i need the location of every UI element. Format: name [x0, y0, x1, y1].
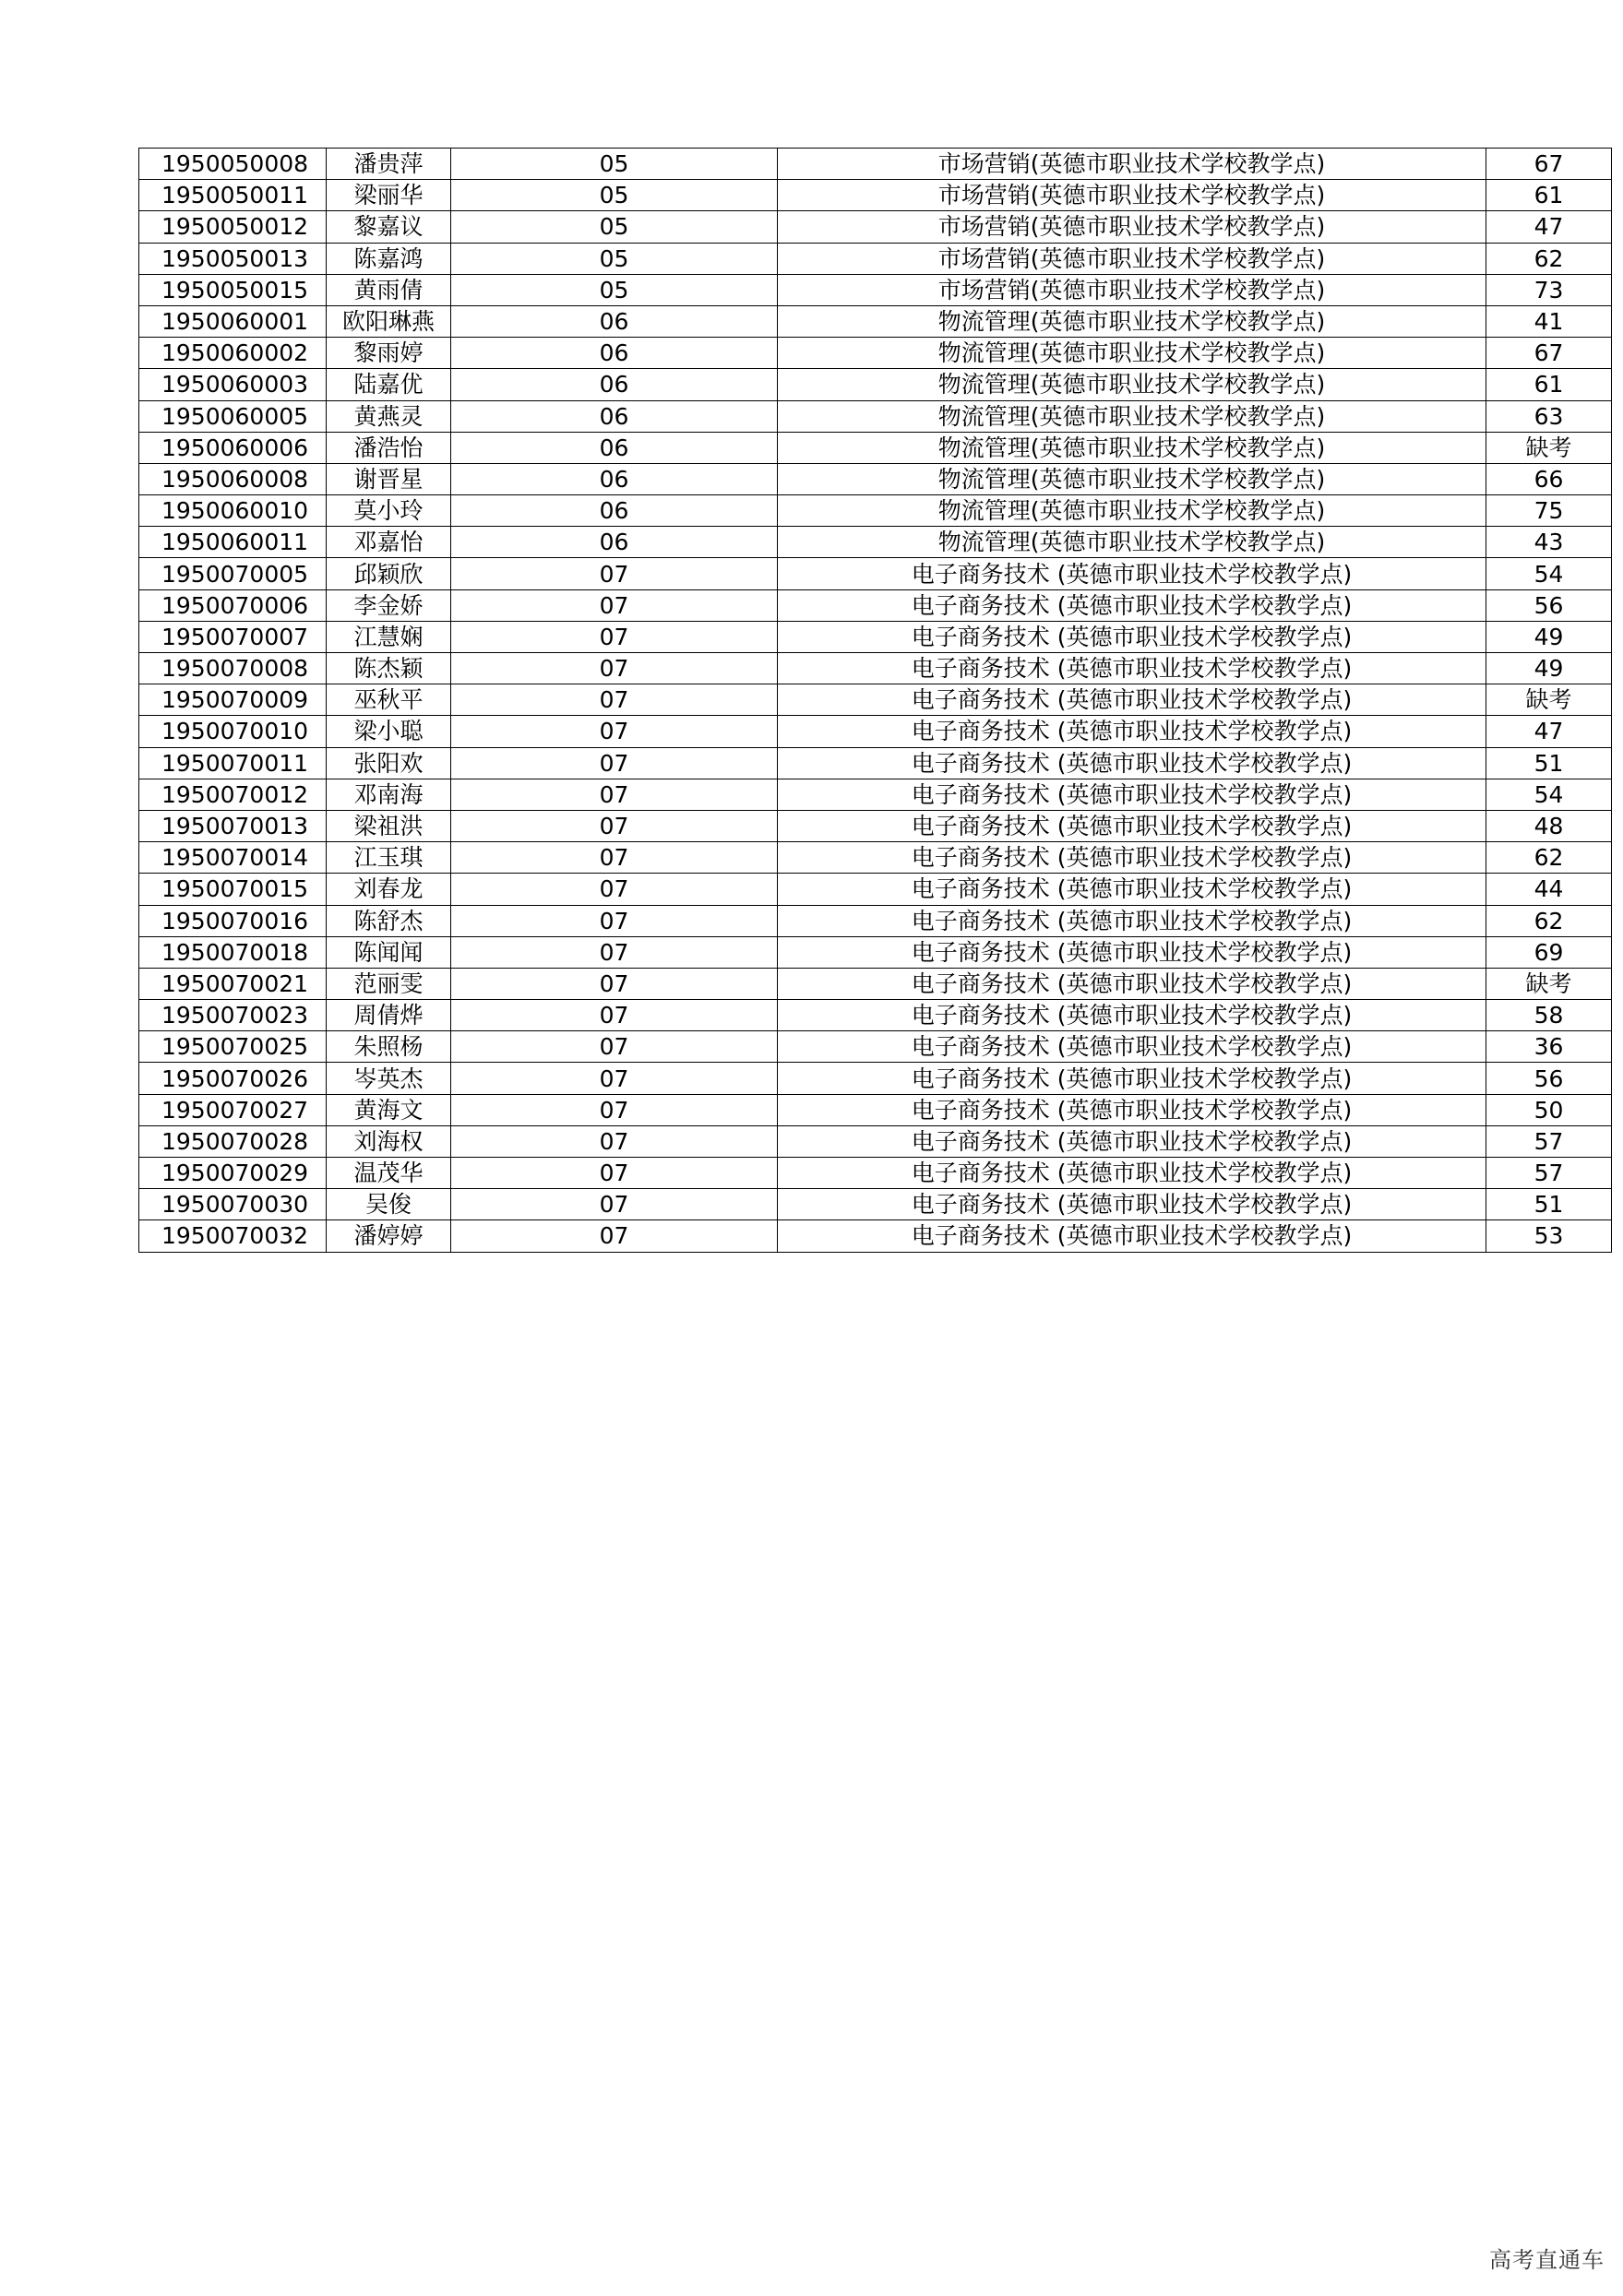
table-row: [139, 684, 1612, 716]
major-code-cell: 06: [451, 369, 778, 400]
table-row: [139, 810, 1612, 841]
major-name-cell: 物流管理(英德市职业技术学校教学点): [778, 338, 1486, 369]
student-name-cell: 朱照杨: [327, 1031, 451, 1063]
student-id-cell: 1950070015: [139, 874, 327, 905]
table-row: [139, 905, 1612, 936]
student-name-cell: 潘贵萍: [327, 149, 451, 180]
major-name-cell: 电子商务技术 (英德市职业技术学校教学点): [778, 936, 1486, 968]
major-name-cell: 电子商务技术 (英德市职业技术学校教学点): [778, 1125, 1486, 1157]
student-id-cell: 1950070030: [139, 1189, 327, 1220]
major-name-cell: 物流管理(英德市职业技术学校教学点): [778, 432, 1486, 463]
major-code-cell: 07: [451, 1063, 778, 1094]
student-id-cell: 1950070025: [139, 1031, 327, 1063]
major-code-cell: 07: [451, 747, 778, 779]
student-name-cell: 巫秋平: [327, 684, 451, 716]
student-name-cell: 欧阳琳燕: [327, 305, 451, 337]
major-code-cell: 07: [451, 968, 778, 999]
student-name-cell: 陆嘉优: [327, 369, 451, 400]
student-name-cell: 周倩烨: [327, 1000, 451, 1031]
score-cell: 36: [1486, 1031, 1612, 1063]
major-name-cell: 物流管理(英德市职业技术学校教学点): [778, 369, 1486, 400]
table-row: [139, 716, 1612, 747]
score-cell: 69: [1486, 936, 1612, 968]
major-name-cell: 物流管理(英德市职业技术学校教学点): [778, 495, 1486, 527]
score-cell: 56: [1486, 589, 1612, 621]
student-name-cell: 邱颖欣: [327, 558, 451, 589]
student-id-cell: 1950070008: [139, 653, 327, 684]
score-cell: 缺考: [1486, 432, 1612, 463]
major-code-cell: 07: [451, 874, 778, 905]
major-code-cell: 07: [451, 653, 778, 684]
major-code-cell: 07: [451, 1220, 778, 1252]
major-code-cell: 05: [451, 274, 778, 305]
score-cell: 缺考: [1486, 684, 1612, 716]
major-code-cell: 06: [451, 305, 778, 337]
table-row: [139, 1158, 1612, 1189]
table-row: [139, 779, 1612, 810]
score-cell: 缺考: [1486, 968, 1612, 999]
major-name-cell: 电子商务技术 (英德市职业技术学校教学点): [778, 842, 1486, 874]
major-name-cell: 物流管理(英德市职业技术学校教学点): [778, 527, 1486, 558]
student-name-cell: 潘浩怡: [327, 432, 451, 463]
table-row: [139, 747, 1612, 779]
student-id-cell: 1950070005: [139, 558, 327, 589]
student-id-cell: 1950070012: [139, 779, 327, 810]
student-name-cell: 刘春龙: [327, 874, 451, 905]
table-row: [139, 305, 1612, 337]
student-id-cell: 1950050008: [139, 149, 327, 180]
major-name-cell: 电子商务技术 (英德市职业技术学校教学点): [778, 1158, 1486, 1189]
table-row: [139, 432, 1612, 463]
student-name-cell: 岑英杰: [327, 1063, 451, 1094]
major-code-cell: 07: [451, 684, 778, 716]
student-id-cell: 1950050011: [139, 180, 327, 211]
score-cell: 61: [1486, 180, 1612, 211]
major-code-cell: 07: [451, 1158, 778, 1189]
score-cell: 75: [1486, 495, 1612, 527]
major-name-cell: 电子商务技术 (英德市职业技术学校教学点): [778, 1189, 1486, 1220]
major-name-cell: 电子商务技术 (英德市职业技术学校教学点): [778, 968, 1486, 999]
major-code-cell: 07: [451, 936, 778, 968]
major-name-cell: 市场营销(英德市职业技术学校教学点): [778, 149, 1486, 180]
major-name-cell: 市场营销(英德市职业技术学校教学点): [778, 211, 1486, 243]
major-code-cell: 06: [451, 495, 778, 527]
major-name-cell: 电子商务技术 (英德市职业技术学校教学点): [778, 558, 1486, 589]
score-cell: 67: [1486, 338, 1612, 369]
major-code-cell: 06: [451, 338, 778, 369]
student-name-cell: 陈闻闻: [327, 936, 451, 968]
student-id-cell: 1950070026: [139, 1063, 327, 1094]
score-table-body: [139, 149, 1612, 1253]
student-id-cell: 1950070032: [139, 1220, 327, 1252]
table-row: [139, 243, 1612, 274]
student-id-cell: 1950050013: [139, 243, 327, 274]
student-name-cell: 梁祖洪: [327, 810, 451, 841]
major-code-cell: 06: [451, 463, 778, 494]
student-id-cell: 1950070010: [139, 716, 327, 747]
score-table: [138, 148, 1612, 1253]
student-id-cell: 1950060006: [139, 432, 327, 463]
student-name-cell: 黄燕灵: [327, 400, 451, 432]
score-cell: 54: [1486, 779, 1612, 810]
student-id-cell: 1950060011: [139, 527, 327, 558]
table-row: [139, 369, 1612, 400]
major-name-cell: 电子商务技术 (英德市职业技术学校教学点): [778, 1063, 1486, 1094]
student-name-cell: 谢晋星: [327, 463, 451, 494]
score-cell: 49: [1486, 621, 1612, 652]
table-row: [139, 936, 1612, 968]
major-name-cell: 电子商务技术 (英德市职业技术学校教学点): [778, 716, 1486, 747]
student-id-cell: 1950060005: [139, 400, 327, 432]
table-row: [139, 968, 1612, 999]
student-name-cell: 江玉琪: [327, 842, 451, 874]
student-id-cell: 1950070011: [139, 747, 327, 779]
student-name-cell: 陈嘉鸿: [327, 243, 451, 274]
score-cell: 57: [1486, 1158, 1612, 1189]
student-id-cell: 1950070006: [139, 589, 327, 621]
score-cell: 61: [1486, 369, 1612, 400]
major-name-cell: 市场营销(英德市职业技术学校教学点): [778, 274, 1486, 305]
student-name-cell: 邓嘉怡: [327, 527, 451, 558]
major-name-cell: 电子商务技术 (英德市职业技术学校教学点): [778, 621, 1486, 652]
score-cell: 62: [1486, 243, 1612, 274]
major-name-cell: 物流管理(英德市职业技术学校教学点): [778, 463, 1486, 494]
score-cell: 63: [1486, 400, 1612, 432]
student-id-cell: 1950060010: [139, 495, 327, 527]
major-code-cell: 07: [451, 842, 778, 874]
major-code-cell: 07: [451, 1031, 778, 1063]
major-name-cell: 电子商务技术 (英德市职业技术学校教学点): [778, 779, 1486, 810]
score-cell: 49: [1486, 653, 1612, 684]
major-code-cell: 07: [451, 1189, 778, 1220]
student-id-cell: 1950070029: [139, 1158, 327, 1189]
score-cell: 44: [1486, 874, 1612, 905]
major-code-cell: 07: [451, 716, 778, 747]
student-name-cell: 黎嘉议: [327, 211, 451, 243]
student-name-cell: 邓南海: [327, 779, 451, 810]
major-name-cell: 市场营销(英德市职业技术学校教学点): [778, 243, 1486, 274]
major-name-cell: 物流管理(英德市职业技术学校教学点): [778, 305, 1486, 337]
score-cell: 73: [1486, 274, 1612, 305]
score-cell: 57: [1486, 1125, 1612, 1157]
student-name-cell: 黄海文: [327, 1094, 451, 1125]
student-id-cell: 1950070009: [139, 684, 327, 716]
student-id-cell: 1950060003: [139, 369, 327, 400]
major-name-cell: 电子商务技术 (英德市职业技术学校教学点): [778, 747, 1486, 779]
major-name-cell: 电子商务技术 (英德市职业技术学校教学点): [778, 1220, 1486, 1252]
major-code-cell: 06: [451, 527, 778, 558]
table-row: [139, 180, 1612, 211]
table-row: [139, 1063, 1612, 1094]
student-name-cell: 莫小玲: [327, 495, 451, 527]
score-cell: 51: [1486, 747, 1612, 779]
major-name-cell: 电子商务技术 (英德市职业技术学校教学点): [778, 905, 1486, 936]
student-name-cell: 潘婷婷: [327, 1220, 451, 1252]
table-row: [139, 589, 1612, 621]
score-cell: 48: [1486, 810, 1612, 841]
major-code-cell: 06: [451, 432, 778, 463]
major-code-cell: 07: [451, 558, 778, 589]
student-id-cell: 1950070013: [139, 810, 327, 841]
student-name-cell: 黄雨倩: [327, 274, 451, 305]
student-name-cell: 梁丽华: [327, 180, 451, 211]
table-row: [139, 338, 1612, 369]
student-name-cell: 江慧娴: [327, 621, 451, 652]
score-cell: 47: [1486, 716, 1612, 747]
student-id-cell: 1950070014: [139, 842, 327, 874]
major-code-cell: 07: [451, 589, 778, 621]
score-cell: 66: [1486, 463, 1612, 494]
student-name-cell: 陈舒杰: [327, 905, 451, 936]
student-id-cell: 1950070018: [139, 936, 327, 968]
major-code-cell: 05: [451, 211, 778, 243]
student-name-cell: 刘海权: [327, 1125, 451, 1157]
student-id-cell: 1950060008: [139, 463, 327, 494]
table-row: [139, 527, 1612, 558]
major-code-cell: 07: [451, 621, 778, 652]
student-name-cell: 梁小聪: [327, 716, 451, 747]
student-id-cell: 1950070007: [139, 621, 327, 652]
major-name-cell: 电子商务技术 (英德市职业技术学校教学点): [778, 589, 1486, 621]
student-id-cell: 1950050015: [139, 274, 327, 305]
student-id-cell: 1950070021: [139, 968, 327, 999]
major-name-cell: 电子商务技术 (英德市职业技术学校教学点): [778, 874, 1486, 905]
score-cell: 62: [1486, 905, 1612, 936]
score-cell: 50: [1486, 1094, 1612, 1125]
table-row: [139, 149, 1612, 180]
table-row: [139, 558, 1612, 589]
score-cell: 47: [1486, 211, 1612, 243]
score-cell: 43: [1486, 527, 1612, 558]
major-code-cell: 05: [451, 243, 778, 274]
major-code-cell: 07: [451, 779, 778, 810]
student-id-cell: 1950050012: [139, 211, 327, 243]
score-cell: 51: [1486, 1189, 1612, 1220]
watermark: 高考直通车: [1489, 2247, 1605, 2273]
major-code-cell: 07: [451, 1125, 778, 1157]
major-name-cell: 物流管理(英德市职业技术学校教学点): [778, 400, 1486, 432]
student-id-cell: 1950070023: [139, 1000, 327, 1031]
student-name-cell: 陈杰颖: [327, 653, 451, 684]
major-code-cell: 06: [451, 400, 778, 432]
student-id-cell: 1950070016: [139, 905, 327, 936]
student-name-cell: 黎雨婷: [327, 338, 451, 369]
student-name-cell: 李金娇: [327, 589, 451, 621]
student-id-cell: 1950060002: [139, 338, 327, 369]
student-name-cell: 吴俊: [327, 1189, 451, 1220]
major-name-cell: 电子商务技术 (英德市职业技术学校教学点): [778, 1031, 1486, 1063]
major-code-cell: 07: [451, 1094, 778, 1125]
table-row: [139, 211, 1612, 243]
student-name-cell: 温茂华: [327, 1158, 451, 1189]
table-row: [139, 621, 1612, 652]
score-cell: 56: [1486, 1063, 1612, 1094]
table-row: [139, 495, 1612, 527]
student-id-cell: 1950070027: [139, 1094, 327, 1125]
table-row: [139, 1031, 1612, 1063]
table-row: [139, 1220, 1612, 1252]
major-name-cell: 电子商务技术 (英德市职业技术学校教学点): [778, 810, 1486, 841]
major-name-cell: 电子商务技术 (英德市职业技术学校教学点): [778, 684, 1486, 716]
score-cell: 67: [1486, 149, 1612, 180]
major-code-cell: 05: [451, 149, 778, 180]
student-id-cell: 1950060001: [139, 305, 327, 337]
major-code-cell: 05: [451, 180, 778, 211]
major-code-cell: 07: [451, 905, 778, 936]
major-name-cell: 电子商务技术 (英德市职业技术学校教学点): [778, 653, 1486, 684]
score-cell: 53: [1486, 1220, 1612, 1252]
major-code-cell: 07: [451, 1000, 778, 1031]
major-name-cell: 市场营销(英德市职业技术学校教学点): [778, 180, 1486, 211]
table-row: [139, 463, 1612, 494]
student-id-cell: 1950070028: [139, 1125, 327, 1157]
score-cell: 41: [1486, 305, 1612, 337]
major-code-cell: 07: [451, 810, 778, 841]
table-row: [139, 1094, 1612, 1125]
table-row: [139, 274, 1612, 305]
table-row: [139, 1189, 1612, 1220]
table-row: [139, 400, 1612, 432]
table-row: [139, 653, 1612, 684]
table-row: [139, 1125, 1612, 1157]
table-row: [139, 1000, 1612, 1031]
table-row: [139, 842, 1612, 874]
score-cell: 54: [1486, 558, 1612, 589]
major-name-cell: 电子商务技术 (英德市职业技术学校教学点): [778, 1000, 1486, 1031]
score-cell: 58: [1486, 1000, 1612, 1031]
table-row: [139, 874, 1612, 905]
student-name-cell: 张阳欢: [327, 747, 451, 779]
major-name-cell: 电子商务技术 (英德市职业技术学校教学点): [778, 1094, 1486, 1125]
score-cell: 62: [1486, 842, 1612, 874]
student-name-cell: 范丽雯: [327, 968, 451, 999]
